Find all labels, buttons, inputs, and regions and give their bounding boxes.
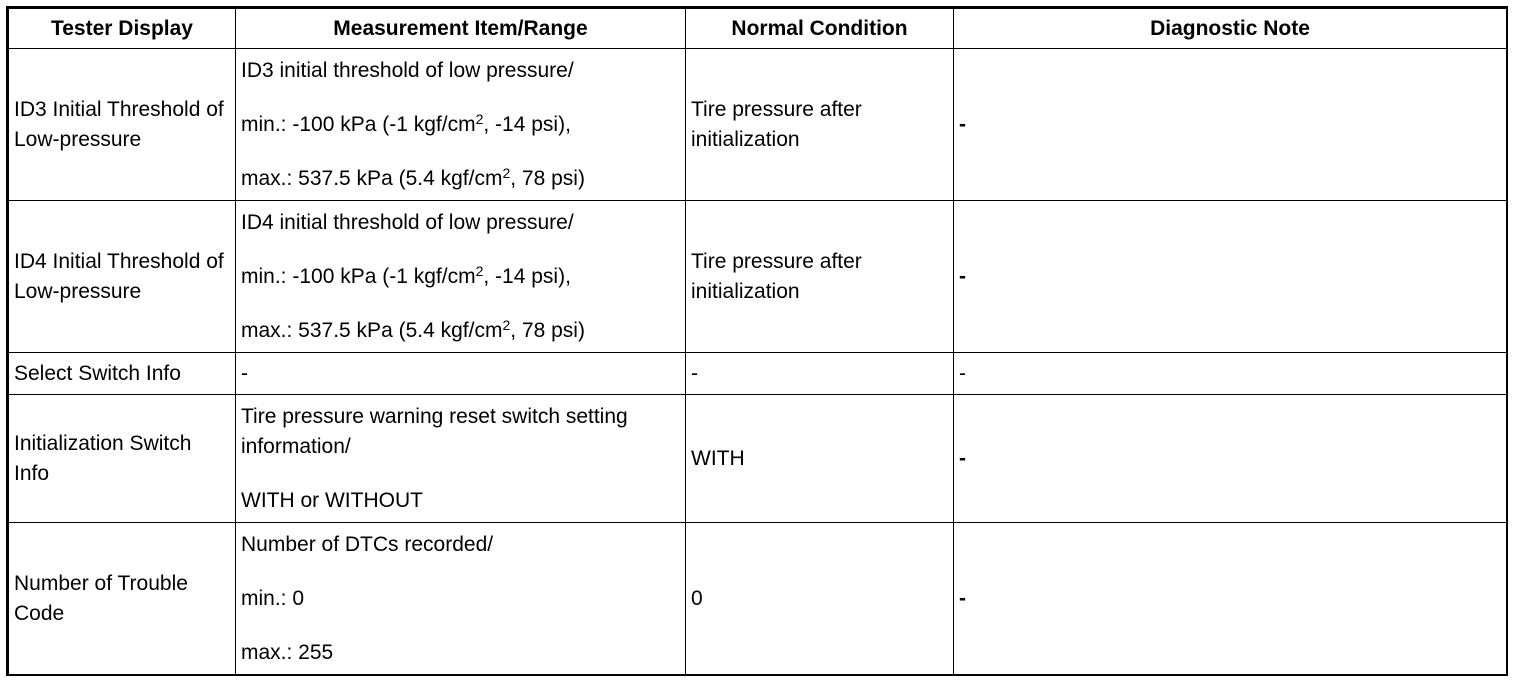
- header-normal-condition: Normal Condition: [686, 9, 954, 49]
- measurement-max: max.: 537.5 kPa (5.4 kgf/$cm^2$, 78 psi): [241, 316, 585, 342]
- table-row: [9, 353, 1507, 395]
- measurement-title: ID4 initial threshold of low pressure/: [241, 210, 574, 234]
- table-row: [9, 49, 1507, 201]
- tester-display-cell: ID3 Initial Threshold of Low-pressure: [9, 49, 236, 201]
- measurement-cell: [236, 49, 686, 201]
- measurement-title: Tire pressure warning reset switch setting information/: [241, 404, 628, 458]
- normal-condition-cell: -: [686, 353, 954, 395]
- tester-display-cell: ID4 Initial Threshold of Low-pressure: [9, 201, 236, 353]
- measurement-max: max.: 255: [241, 640, 334, 664]
- tester-display-cell: Initialization Switch Info: [9, 395, 236, 523]
- tester-display-cell: Number of Trouble Code: [9, 523, 236, 675]
- measurement-cell: [236, 201, 686, 353]
- diagnostic-note-cell: -: [954, 201, 1507, 353]
- header-tester-display: Tester Display: [9, 9, 236, 49]
- measurement-title: Number of DTCs recorded/: [241, 532, 494, 556]
- table-row: [9, 523, 1507, 675]
- measurement-cell: -: [236, 353, 686, 395]
- data-list-table: [8, 8, 1507, 675]
- normal-condition-cell: 0: [686, 523, 954, 675]
- measurement-max: max.: 537.5 kPa (5.4 kgf/$cm^2$, 78 psi): [241, 164, 585, 190]
- data-list-table-frame: [6, 6, 1508, 676]
- measurement-cell: [236, 395, 686, 523]
- normal-condition-cell: Tire pressure after initialization: [686, 201, 954, 353]
- measurement-min: min.: 0: [241, 586, 305, 610]
- normal-condition-cell: Tire pressure after initialization: [686, 49, 954, 201]
- header-measurement-item-range: Measurement Item/Range: [236, 9, 686, 49]
- measurement-min: min.: -100 kPa (-1 kgf/$cm^2$, -14 psi),: [241, 262, 571, 288]
- table-header-row: [9, 9, 1507, 49]
- measurement-title: ID3 initial threshold of low pressure/: [241, 58, 574, 82]
- diagnostic-note-cell: -: [954, 523, 1507, 675]
- normal-condition-cell: WITH: [686, 395, 954, 523]
- table-row: [9, 395, 1507, 523]
- diagnostic-note-cell: -: [954, 49, 1507, 201]
- header-diagnostic-note: Diagnostic Note: [954, 9, 1507, 49]
- tester-display-cell: Select Switch Info: [9, 353, 236, 395]
- table-row: [9, 201, 1507, 353]
- measurement-cell: [236, 523, 686, 675]
- diagnostic-note-cell: -: [954, 353, 1507, 395]
- measurement-min: min.: -100 kPa (-1 kgf/$cm^2$, -14 psi),: [241, 110, 571, 136]
- diagnostic-note-cell: -: [954, 395, 1507, 523]
- measurement-value: WITH or WITHOUT: [241, 488, 423, 512]
